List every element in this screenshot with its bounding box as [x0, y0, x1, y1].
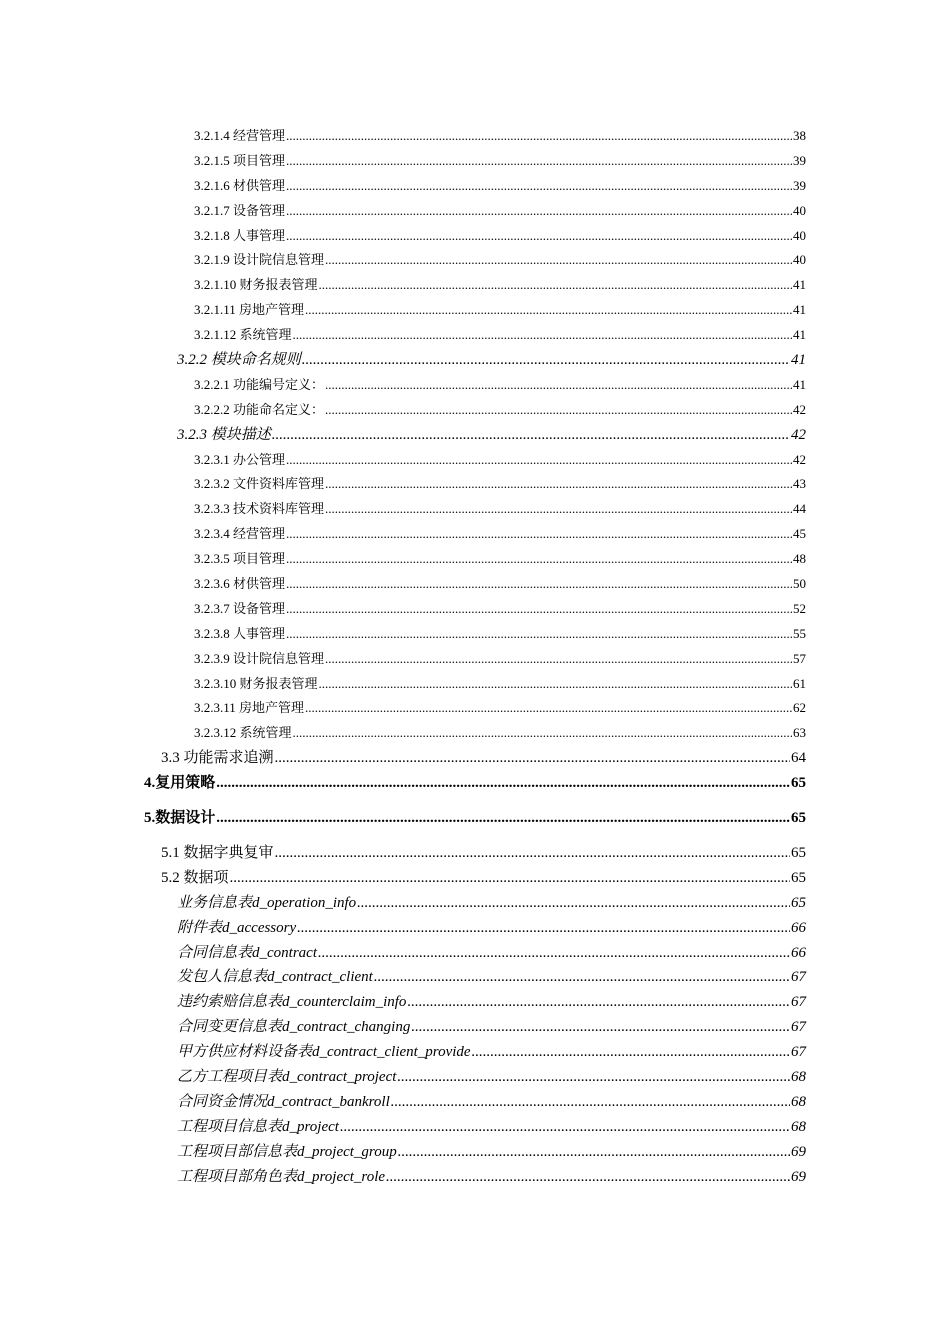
toc-entry-title: 合同变更信息表d_contract_changing — [177, 1019, 411, 1036]
toc-page-number: 48 — [793, 551, 806, 567]
toc-dot-leader — [216, 806, 790, 831]
toc-page-number: 67 — [791, 1019, 806, 1036]
toc-dot-leader — [325, 497, 792, 522]
toc-page-number: 39 — [793, 177, 806, 193]
toc-dot-leader — [286, 597, 792, 622]
toc-dot-leader — [293, 721, 792, 746]
toc-entry[interactable] — [194, 273, 806, 298]
toc-entry-title: 发包人信息表d_contract_client — [177, 969, 373, 986]
toc-page-number: 67 — [791, 1044, 806, 1061]
toc-entry-title: 工程项目信息表d_project — [177, 1118, 339, 1135]
toc-dot-leader — [472, 1040, 790, 1065]
toc-dot-leader — [286, 547, 792, 572]
toc-entry-title: 3.2.3.3 技术资料库管理 — [194, 501, 325, 517]
toc-dot-leader — [286, 124, 792, 149]
toc-page-number: 66 — [791, 944, 806, 961]
toc-entry[interactable] — [194, 298, 806, 323]
toc-entry[interactable] — [161, 746, 806, 771]
toc-dot-leader — [319, 273, 792, 298]
toc-dot-leader — [230, 866, 790, 891]
toc-dot-leader — [286, 224, 792, 249]
toc-dot-leader — [293, 323, 792, 348]
toc-page-number: 42 — [791, 426, 806, 443]
toc-page-number: 62 — [793, 700, 806, 716]
toc-dot-leader — [411, 1015, 790, 1040]
toc-entry-title: 3.2.1.11 房地产管理 — [194, 302, 305, 318]
toc-dot-leader — [272, 423, 790, 448]
toc-dot-leader — [318, 941, 790, 966]
toc-page-number: 65 — [791, 869, 806, 886]
toc-page-number: 69 — [791, 1143, 806, 1160]
toc-dot-leader — [297, 916, 790, 941]
toc-entry-title: 3.2.3.9 设计院信息管理 — [194, 650, 325, 666]
toc-entry-title: 合同信息表d_contract — [177, 944, 317, 961]
toc-entry-title: 附件表d_accessory — [177, 919, 297, 936]
toc-dot-leader — [286, 199, 792, 224]
toc-dot-leader — [305, 298, 792, 323]
toc-entry[interactable] — [194, 622, 806, 647]
toc-page-number: 42 — [793, 401, 806, 417]
toc-page-number: 41 — [793, 302, 806, 318]
toc-entry[interactable] — [177, 1115, 806, 1140]
toc-page-number: 66 — [791, 919, 806, 936]
toc-entry-title: 5.2 数据项 — [161, 869, 229, 886]
toc-entry-title: 3.2.1.8 人事管理 — [194, 227, 286, 243]
toc-page-number: 65 — [791, 810, 806, 827]
toc-page-number: 63 — [793, 725, 806, 741]
toc-entry-title: 3.2.3.8 人事管理 — [194, 625, 286, 641]
toc-dot-leader — [386, 1165, 790, 1190]
toc-dot-leader — [286, 622, 792, 647]
toc-entry-title: 3.2.2 模块命名规则 — [177, 352, 301, 369]
toc-page-number: 67 — [791, 994, 806, 1011]
toc-entry-title: 3.2.2.2 功能命名定义： — [194, 401, 325, 417]
toc-entry[interactable] — [194, 721, 806, 746]
toc-page-number: 41 — [793, 327, 806, 343]
toc-page-number: 44 — [793, 501, 806, 517]
toc-page-number: 65 — [791, 775, 806, 792]
toc-entry[interactable] — [194, 547, 806, 572]
toc-page-number: 57 — [793, 650, 806, 666]
toc-entry[interactable] — [194, 199, 806, 224]
toc-entry[interactable] — [161, 866, 806, 891]
toc-entry-title: 业务信息表d_operation_info — [177, 894, 357, 911]
toc-dot-leader — [305, 696, 792, 721]
toc-page-number: 40 — [793, 227, 806, 243]
toc-entry[interactable] — [194, 448, 806, 473]
toc-dot-leader — [397, 1065, 790, 1090]
toc-dot-leader — [302, 348, 790, 373]
table-of-contents — [0, 124, 950, 1189]
toc-page-number: 43 — [793, 476, 806, 492]
toc-entry-title: 乙方工程项目表d_contract_project — [177, 1068, 397, 1085]
toc-dot-leader — [407, 990, 790, 1015]
toc-dot-leader — [398, 1140, 790, 1165]
toc-entry[interactable] — [177, 965, 806, 990]
toc-entry-title: 3.2.3.6 材供管理 — [194, 576, 286, 592]
toc-entry-title: 3.2.3.4 经营管理 — [194, 526, 286, 542]
toc-entry[interactable] — [144, 806, 806, 831]
toc-entry-title: 3.2.3.11 房地产管理 — [194, 700, 305, 716]
toc-entry[interactable] — [194, 224, 806, 249]
toc-entry[interactable] — [194, 472, 806, 497]
toc-page-number: 64 — [791, 750, 806, 767]
toc-entry[interactable] — [194, 572, 806, 597]
toc-dot-leader — [286, 448, 792, 473]
toc-dot-leader — [216, 771, 790, 796]
toc-entry[interactable] — [194, 597, 806, 622]
toc-dot-leader — [286, 522, 792, 547]
toc-entry-title: 3.2.1.10 财务报表管理 — [194, 277, 318, 293]
toc-entry-title: 5.数据设计 — [144, 810, 216, 827]
toc-entry-title: 3.2.3.7 设备管理 — [194, 600, 286, 616]
toc-dot-leader — [286, 572, 792, 597]
toc-entry[interactable] — [194, 696, 806, 721]
toc-entry-title: 甲方供应材料设备表d_contract_client_provide — [177, 1044, 471, 1061]
toc-entry[interactable] — [194, 323, 806, 348]
toc-dot-leader — [325, 398, 792, 423]
toc-page-number: 67 — [791, 969, 806, 986]
toc-page-number: 61 — [793, 675, 806, 691]
toc-entry[interactable] — [194, 124, 806, 149]
toc-entry-title: 3.2.3.12 系统管理 — [194, 725, 292, 741]
toc-dot-leader — [374, 965, 790, 990]
toc-page-number: 41 — [793, 277, 806, 293]
toc-page-number: 68 — [791, 1093, 806, 1110]
toc-entry[interactable] — [177, 1140, 806, 1165]
toc-dot-leader — [325, 472, 792, 497]
toc-entry[interactable] — [194, 647, 806, 672]
toc-entry-title: 3.2.3.10 财务报表管理 — [194, 675, 318, 691]
toc-entry[interactable] — [194, 672, 806, 697]
toc-page-number: 68 — [791, 1068, 806, 1085]
toc-entry[interactable] — [177, 1040, 806, 1065]
toc-page-number: 40 — [793, 202, 806, 218]
toc-entry-title: 3.2.3 模块描述 — [177, 426, 271, 443]
toc-page-number: 45 — [793, 526, 806, 542]
toc-dot-leader — [319, 672, 792, 697]
toc-dot-leader — [325, 248, 792, 273]
toc-dot-leader — [286, 174, 792, 199]
toc-entry-title: 4.复用策略 — [144, 775, 216, 792]
toc-entry[interactable] — [194, 522, 806, 547]
toc-page-number: 65 — [791, 844, 806, 861]
toc-entry-title: 3.2.1.4 经营管理 — [194, 128, 286, 143]
toc-entry[interactable] — [161, 841, 806, 866]
toc-page-number: 42 — [793, 451, 806, 467]
toc-entry[interactable] — [177, 990, 806, 1015]
toc-entry[interactable] — [194, 149, 806, 174]
toc-page-number: 52 — [793, 600, 806, 616]
toc-entry[interactable] — [194, 248, 806, 273]
toc-dot-leader — [325, 647, 792, 672]
toc-entry-title: 3.2.3.5 项目管理 — [194, 551, 286, 567]
toc-page-number: 68 — [791, 1118, 806, 1135]
toc-page-number: 50 — [793, 576, 806, 592]
toc-entry-title: 3.2.1.9 设计院信息管理 — [194, 252, 325, 268]
toc-page-number: 69 — [791, 1168, 806, 1185]
toc-entry-title: 3.2.1.7 设备管理 — [194, 202, 286, 218]
toc-entry[interactable] — [177, 1015, 806, 1040]
toc-entry-title: 违约索赔信息表d_counterclaim_info — [177, 994, 407, 1011]
toc-entry[interactable] — [177, 941, 806, 966]
toc-page-number: 40 — [793, 252, 806, 268]
toc-entry-title: 3.2.1.5 项目管理 — [194, 152, 286, 168]
toc-entry[interactable] — [177, 348, 806, 373]
toc-dot-leader — [275, 746, 790, 771]
toc-page-number: 41 — [793, 376, 806, 392]
toc-page-number: 39 — [793, 152, 806, 168]
toc-dot-leader — [340, 1115, 790, 1140]
toc-entry[interactable] — [177, 1090, 806, 1115]
toc-entry[interactable] — [194, 373, 806, 398]
toc-entry[interactable] — [194, 174, 806, 199]
toc-entry[interactable] — [194, 398, 806, 423]
toc-entry-title: 5.1 数据字典复审 — [161, 844, 274, 861]
toc-dot-leader — [325, 373, 792, 398]
toc-dot-leader — [391, 1090, 790, 1115]
toc-entry-title: 3.2.3.2 文件资料库管理 — [194, 476, 325, 492]
toc-entry[interactable] — [177, 891, 806, 916]
toc-entry-title: 工程项目部角色表d_project_role — [177, 1168, 386, 1185]
toc-entry-title: 3.2.1.6 材供管理 — [194, 177, 286, 193]
toc-page-number: 38 — [793, 128, 806, 143]
toc-entry[interactable] — [177, 423, 806, 448]
toc-dot-leader — [275, 841, 790, 866]
toc-page-number: 55 — [793, 625, 806, 641]
toc-dot-leader — [286, 149, 792, 174]
toc-entry-title: 工程项目部信息表d_project_group — [177, 1143, 397, 1160]
toc-entry[interactable] — [177, 1165, 806, 1190]
toc-entry-title: 3.2.2.1 功能编号定义： — [194, 376, 325, 392]
toc-entry[interactable] — [177, 1065, 806, 1090]
toc-entry-title: 3.2.3.1 办公管理 — [194, 451, 286, 467]
toc-entry-title: 合同资金情况d_contract_bankroll — [177, 1093, 390, 1110]
toc-entry-title: 3.2.1.12 系统管理 — [194, 327, 292, 343]
toc-page-number: 41 — [791, 352, 806, 369]
toc-entry[interactable] — [194, 497, 806, 522]
toc-page-number: 65 — [791, 894, 806, 911]
toc-entry[interactable] — [177, 916, 806, 941]
toc-dot-leader — [357, 891, 790, 916]
toc-entry-title: 3.3 功能需求追溯 — [161, 750, 274, 767]
toc-entry[interactable] — [144, 771, 806, 796]
